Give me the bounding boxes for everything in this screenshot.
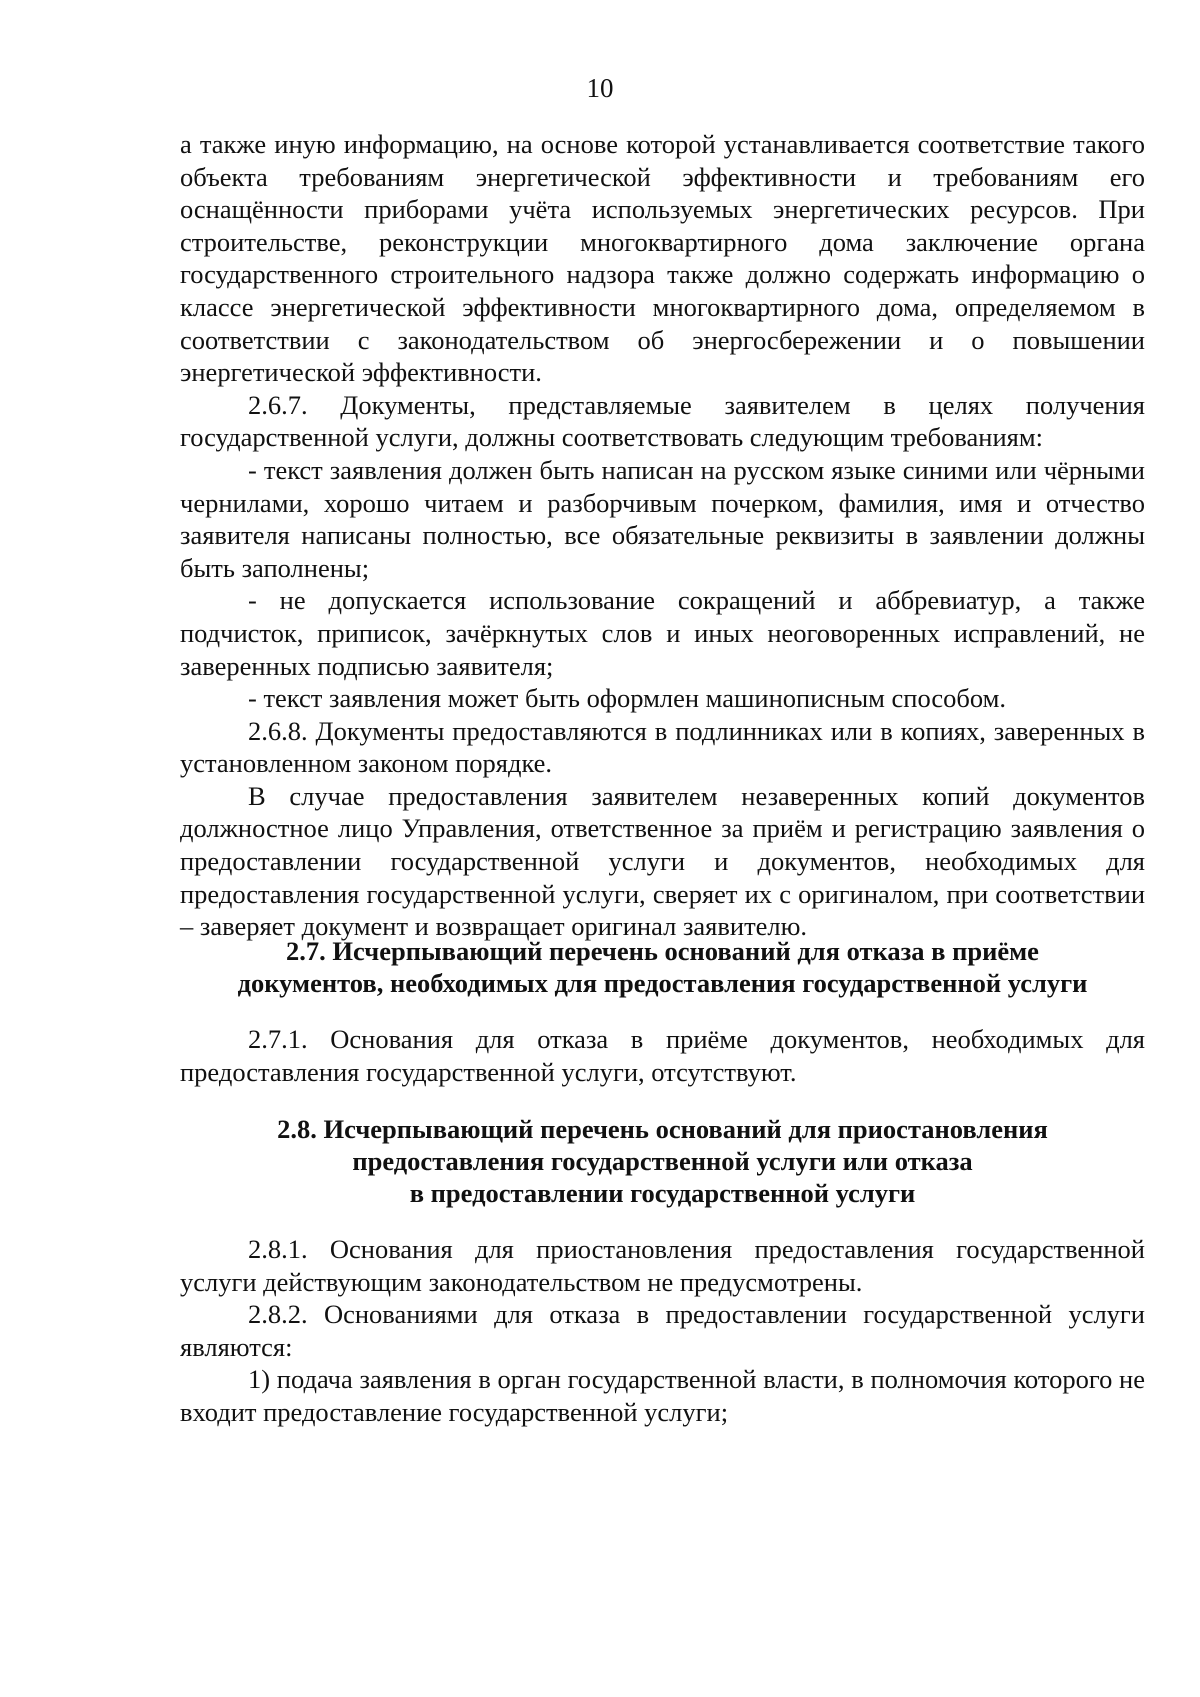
heading-section-2-7 [180,935,1145,999]
section-2-8-text [180,1233,1145,1429]
heading-line: в предоставлении государственной услуги [409,1178,916,1208]
heading-section-2-8 [180,1113,1145,1209]
section-2-6-text [180,128,1145,943]
paragraph-energy-efficiency: а также иную информацию, на основе которой устанавливается соответствие такого объекта требованиям энергетической эффективности и требованиям его оснащённости приборами учёта используемых энергетических ресурсов. При строительстве, реконструкции многоквартирного дома заключение органа государственного строительного надзора также должно содержать информацию о классе энергетической эффективности многоквартирного дома, определяемом в соответствии с законодательством об энергосбережении и о повышении энергетической эффективности. [180,129,1145,388]
paragraph-2-6-8: 2.6.8. Документы предоставляются в подлинниках или в копиях, заверенных в установленном законом порядке. [180,715,1145,779]
heading-line: документов, необходимых для предоставления государственной услуги [237,968,1088,998]
heading-line: 2.7. Исчерпывающий перечень оснований для отказа в приёме [286,936,1039,966]
paragraph-refusal-reason-1: 1) подача заявления в орган государственной власти, в полномочия которого не входит предоставление государственной услуги; [180,1364,1145,1427]
heading-line: 2.8. Исчерпывающий перечень оснований для приостановления [277,1114,1048,1144]
heading-line: предоставления государственной услуги или отказа [352,1146,973,1176]
section-2-7-text [180,1023,1145,1088]
page-number: 10 [586,73,614,103]
paragraph-2-8-1: 2.8.1. Основания для приостановления предоставления государственной услуги действующим законодательством не предусмотрены. [180,1234,1145,1297]
paragraph-2-7-1: 2.7.1. Основания для отказа в приёме документов, необходимых для предоставления государственной услуги, отсутствуют. [180,1024,1145,1087]
paragraph-requirement-1: - текст заявления должен быть написан на русском языке синими или чёрными чернилами, хорошо читаем и разборчивым почерком, фамилия, имя и отчество заявителя написаны полностью, все обязательные реквизиты в заявлении должны быть заполнены; [180,454,1145,583]
paragraph-2-8-2: 2.8.2. Основаниями для отказа в предоставлении государственной услуги являются: [180,1299,1145,1362]
paragraph-2-6-7: 2.6.7. Документы, представляемые заявителем в целях получения государственной услуги, должны соответствовать следующим требованиям: [180,389,1145,453]
paragraph-requirement-3: - текст заявления может быть оформлен машинописным способом. [248,683,1007,714]
paragraph-requirement-2: - не допускается использование сокращений и аббревиатур, а также подчисток, приписок, зачёркнутых слов и иных неоговоренных исправлений, не заверенных подписью заявителя; [180,585,1145,681]
paragraph-unverified-copies: В случае предоставления заявителем незаверенных копий документов должностное лицо Управления, ответственное за приём и регистрацию заявления о предоставлении государственной услуги и документов, необходимых для предоставления государственной услуги, сверяет их с оригиналом, при соответствии – заверяет документ и возвращает оригинал заявителю. [180,780,1145,942]
